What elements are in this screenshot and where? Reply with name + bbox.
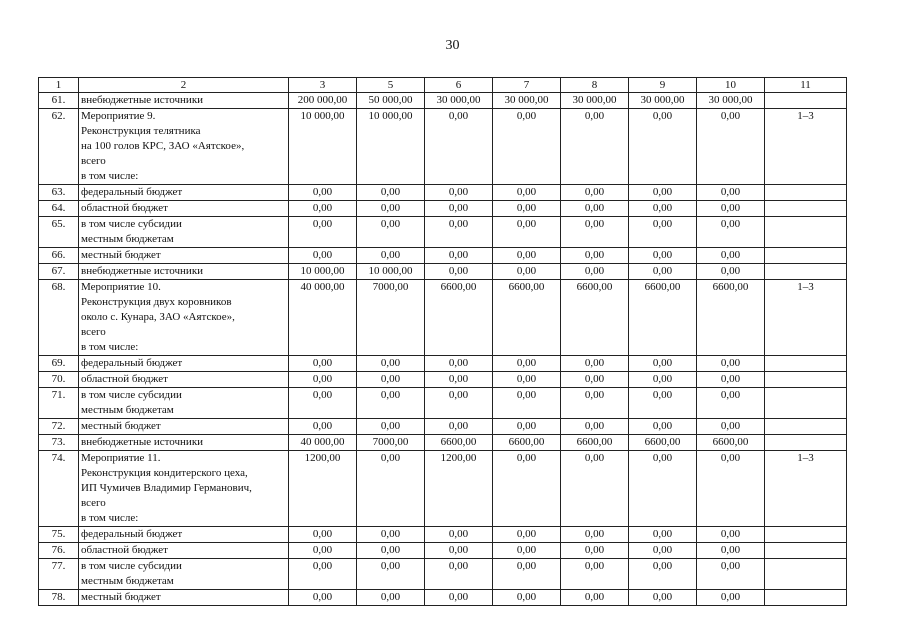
table-row bbox=[39, 372, 847, 388]
amount-cell: 0,00 bbox=[425, 264, 493, 280]
row-number: 68. bbox=[39, 280, 79, 356]
table-row bbox=[39, 93, 847, 109]
amount-cell: 0,00 bbox=[289, 201, 357, 217]
amount-cell: 10 000,00 bbox=[357, 264, 425, 280]
description-line: в том числе субсидии bbox=[81, 218, 182, 230]
amount-cell: 0,00 bbox=[425, 356, 493, 372]
description-line: местным бюджетам bbox=[81, 404, 174, 416]
page-number: 30 bbox=[445, 38, 460, 53]
target-indicator-cell bbox=[765, 248, 847, 264]
amount-cell: 0,00 bbox=[357, 248, 425, 264]
amount-cell: 0,00 bbox=[493, 201, 561, 217]
row-number: 61. bbox=[39, 93, 79, 109]
amount-cell: 6600,00 bbox=[697, 280, 765, 356]
description-line: всего bbox=[81, 326, 106, 338]
row-number: 67. bbox=[39, 264, 79, 280]
amount-cell: 0,00 bbox=[289, 217, 357, 248]
amount-cell: 0,00 bbox=[357, 590, 425, 606]
description-line: местный бюджет bbox=[81, 420, 161, 432]
table-row bbox=[39, 217, 847, 248]
description-line: местным бюджетам bbox=[81, 233, 174, 245]
row-number: 72. bbox=[39, 419, 79, 435]
description-line: в том числе субсидии bbox=[81, 560, 182, 572]
amount-cell: 7000,00 bbox=[357, 435, 425, 451]
amount-cell: 0,00 bbox=[561, 185, 629, 201]
amount-cell: 7000,00 bbox=[357, 280, 425, 356]
amount-cell: 0,00 bbox=[697, 527, 765, 543]
amount-cell: 0,00 bbox=[357, 372, 425, 388]
amount-cell: 0,00 bbox=[561, 264, 629, 280]
row-description bbox=[79, 543, 289, 559]
amount-cell: 0,00 bbox=[493, 419, 561, 435]
amount-cell: 0,00 bbox=[493, 451, 561, 527]
row-description bbox=[79, 356, 289, 372]
row-description bbox=[79, 559, 289, 590]
row-description bbox=[79, 264, 289, 280]
column-header: 9 bbox=[629, 78, 697, 93]
description-line: местный бюджет bbox=[81, 591, 161, 603]
amount-cell: 0,00 bbox=[561, 543, 629, 559]
amount-cell: 1200,00 bbox=[289, 451, 357, 527]
table-row bbox=[39, 559, 847, 590]
amount-cell: 0,00 bbox=[629, 372, 697, 388]
amount-cell: 0,00 bbox=[357, 356, 425, 372]
description-line: ИП Чумичев Владимир Германович, bbox=[81, 482, 252, 494]
amount-cell: 0,00 bbox=[697, 264, 765, 280]
budget-table bbox=[38, 77, 847, 606]
target-indicator-cell bbox=[765, 201, 847, 217]
row-number: 62. bbox=[39, 109, 79, 185]
table-header-row bbox=[39, 78, 847, 93]
amount-cell: 0,00 bbox=[493, 372, 561, 388]
row-description bbox=[79, 280, 289, 356]
description-line: федеральный бюджет bbox=[81, 186, 183, 198]
row-description bbox=[79, 93, 289, 109]
amount-cell: 0,00 bbox=[425, 590, 493, 606]
amount-cell: 0,00 bbox=[697, 419, 765, 435]
table-row bbox=[39, 435, 847, 451]
description-line: областной бюджет bbox=[81, 202, 168, 214]
target-indicator-cell bbox=[765, 217, 847, 248]
amount-cell: 30 000,00 bbox=[561, 93, 629, 109]
target-indicator-cell bbox=[765, 372, 847, 388]
description-line: в том числе: bbox=[81, 341, 139, 353]
target-indicator-cell bbox=[765, 590, 847, 606]
row-description bbox=[79, 201, 289, 217]
amount-cell: 0,00 bbox=[561, 451, 629, 527]
description-line: на 100 голов КРС, ЗАО «Аятское», bbox=[81, 140, 245, 152]
description-line: внебюджетные источники bbox=[81, 436, 204, 448]
amount-cell: 40 000,00 bbox=[289, 435, 357, 451]
amount-cell: 0,00 bbox=[425, 201, 493, 217]
row-description bbox=[79, 419, 289, 435]
amount-cell: 6600,00 bbox=[561, 280, 629, 356]
amount-cell: 0,00 bbox=[697, 217, 765, 248]
amount-cell: 0,00 bbox=[697, 248, 765, 264]
budget-table-body bbox=[39, 78, 847, 606]
amount-cell: 0,00 bbox=[561, 388, 629, 419]
row-number: 64. bbox=[39, 201, 79, 217]
amount-cell: 6600,00 bbox=[561, 435, 629, 451]
row-number: 77. bbox=[39, 559, 79, 590]
table-row bbox=[39, 388, 847, 419]
column-header: 1 bbox=[39, 78, 79, 93]
amount-cell: 0,00 bbox=[357, 451, 425, 527]
amount-cell: 0,00 bbox=[425, 559, 493, 590]
row-description bbox=[79, 109, 289, 185]
description-line: в том числе субсидии bbox=[81, 389, 182, 401]
amount-cell: 0,00 bbox=[493, 264, 561, 280]
table-row bbox=[39, 264, 847, 280]
amount-cell: 0,00 bbox=[629, 185, 697, 201]
amount-cell: 0,00 bbox=[425, 109, 493, 185]
description-line: всего bbox=[81, 155, 106, 167]
description-line: Мероприятие 9. bbox=[81, 110, 156, 122]
amount-cell: 30 000,00 bbox=[425, 93, 493, 109]
amount-cell: 1200,00 bbox=[425, 451, 493, 527]
column-header: 7 bbox=[493, 78, 561, 93]
row-description bbox=[79, 217, 289, 248]
amount-cell: 0,00 bbox=[697, 356, 765, 372]
description-line: в том числе: bbox=[81, 512, 139, 524]
amount-cell: 0,00 bbox=[629, 590, 697, 606]
amount-cell: 0,00 bbox=[493, 559, 561, 590]
amount-cell: 0,00 bbox=[561, 372, 629, 388]
amount-cell: 0,00 bbox=[629, 388, 697, 419]
amount-cell: 0,00 bbox=[561, 590, 629, 606]
amount-cell: 0,00 bbox=[493, 185, 561, 201]
row-number: 73. bbox=[39, 435, 79, 451]
description-line: Мероприятие 10. bbox=[81, 281, 161, 293]
amount-cell: 10 000,00 bbox=[289, 109, 357, 185]
table-row bbox=[39, 451, 847, 527]
amount-cell: 0,00 bbox=[561, 527, 629, 543]
amount-cell: 0,00 bbox=[289, 543, 357, 559]
target-indicator-cell: 1–3 bbox=[765, 451, 847, 527]
row-number: 66. bbox=[39, 248, 79, 264]
amount-cell: 0,00 bbox=[629, 356, 697, 372]
table-row bbox=[39, 185, 847, 201]
amount-cell: 0,00 bbox=[561, 248, 629, 264]
amount-cell: 0,00 bbox=[357, 559, 425, 590]
description-line: в том числе: bbox=[81, 170, 139, 182]
description-line: местным бюджетам bbox=[81, 575, 174, 587]
amount-cell: 0,00 bbox=[629, 451, 697, 527]
table-row bbox=[39, 280, 847, 356]
amount-cell: 30 000,00 bbox=[493, 93, 561, 109]
amount-cell: 6600,00 bbox=[697, 435, 765, 451]
amount-cell: 6600,00 bbox=[425, 435, 493, 451]
table-row bbox=[39, 248, 847, 264]
row-description bbox=[79, 388, 289, 419]
amount-cell: 0,00 bbox=[629, 543, 697, 559]
amount-cell: 0,00 bbox=[289, 590, 357, 606]
description-line: около с. Кунара, ЗАО «Аятское», bbox=[81, 311, 235, 323]
row-description bbox=[79, 435, 289, 451]
amount-cell: 0,00 bbox=[697, 451, 765, 527]
amount-cell: 0,00 bbox=[357, 185, 425, 201]
description-line: областной бюджет bbox=[81, 373, 168, 385]
table-row bbox=[39, 543, 847, 559]
amount-cell: 0,00 bbox=[697, 559, 765, 590]
amount-cell: 0,00 bbox=[493, 217, 561, 248]
table-row bbox=[39, 201, 847, 217]
row-number: 74. bbox=[39, 451, 79, 527]
amount-cell: 0,00 bbox=[425, 372, 493, 388]
target-indicator-cell bbox=[765, 388, 847, 419]
amount-cell: 0,00 bbox=[493, 248, 561, 264]
amount-cell: 0,00 bbox=[425, 543, 493, 559]
amount-cell: 0,00 bbox=[629, 217, 697, 248]
amount-cell: 0,00 bbox=[289, 248, 357, 264]
column-header: 8 bbox=[561, 78, 629, 93]
amount-cell: 0,00 bbox=[697, 388, 765, 419]
amount-cell: 40 000,00 bbox=[289, 280, 357, 356]
amount-cell: 0,00 bbox=[289, 356, 357, 372]
amount-cell: 0,00 bbox=[289, 559, 357, 590]
target-indicator-cell bbox=[765, 435, 847, 451]
row-number: 63. bbox=[39, 185, 79, 201]
amount-cell: 0,00 bbox=[561, 356, 629, 372]
amount-cell: 0,00 bbox=[493, 109, 561, 185]
amount-cell: 30 000,00 bbox=[629, 93, 697, 109]
description-line: Реконструкция кондитерского цеха, bbox=[81, 467, 248, 479]
amount-cell: 0,00 bbox=[697, 543, 765, 559]
amount-cell: 0,00 bbox=[561, 217, 629, 248]
amount-cell: 0,00 bbox=[289, 527, 357, 543]
row-number: 78. bbox=[39, 590, 79, 606]
amount-cell: 0,00 bbox=[425, 185, 493, 201]
amount-cell: 0,00 bbox=[697, 185, 765, 201]
amount-cell: 0,00 bbox=[425, 217, 493, 248]
table-row bbox=[39, 419, 847, 435]
amount-cell: 0,00 bbox=[289, 372, 357, 388]
column-header: 3 bbox=[289, 78, 357, 93]
target-indicator-cell bbox=[765, 185, 847, 201]
column-header: 11 bbox=[765, 78, 847, 93]
amount-cell: 0,00 bbox=[561, 559, 629, 590]
amount-cell: 0,00 bbox=[697, 372, 765, 388]
amount-cell: 10 000,00 bbox=[289, 264, 357, 280]
target-indicator-cell bbox=[765, 356, 847, 372]
description-line: федеральный бюджет bbox=[81, 528, 183, 540]
description-line: федеральный бюджет bbox=[81, 357, 183, 369]
amount-cell: 0,00 bbox=[357, 543, 425, 559]
row-number: 70. bbox=[39, 372, 79, 388]
amount-cell: 0,00 bbox=[493, 590, 561, 606]
row-description bbox=[79, 185, 289, 201]
amount-cell: 0,00 bbox=[357, 201, 425, 217]
amount-cell: 0,00 bbox=[289, 419, 357, 435]
target-indicator-cell bbox=[765, 543, 847, 559]
amount-cell: 6600,00 bbox=[629, 435, 697, 451]
amount-cell: 0,00 bbox=[289, 388, 357, 419]
amount-cell: 0,00 bbox=[425, 527, 493, 543]
amount-cell: 0,00 bbox=[629, 559, 697, 590]
row-number: 69. bbox=[39, 356, 79, 372]
amount-cell: 0,00 bbox=[493, 388, 561, 419]
description-line: Реконструкция телятника bbox=[81, 125, 201, 137]
column-header: 2 bbox=[79, 78, 289, 93]
amount-cell: 0,00 bbox=[697, 590, 765, 606]
amount-cell: 0,00 bbox=[357, 217, 425, 248]
amount-cell: 0,00 bbox=[289, 185, 357, 201]
table-row bbox=[39, 356, 847, 372]
amount-cell: 6600,00 bbox=[493, 280, 561, 356]
amount-cell: 0,00 bbox=[697, 201, 765, 217]
row-description bbox=[79, 372, 289, 388]
amount-cell: 0,00 bbox=[697, 109, 765, 185]
amount-cell: 0,00 bbox=[493, 356, 561, 372]
target-indicator-cell: 1–3 bbox=[765, 280, 847, 356]
amount-cell: 0,00 bbox=[493, 543, 561, 559]
target-indicator-cell: 1–3 bbox=[765, 109, 847, 185]
table-row bbox=[39, 109, 847, 185]
amount-cell: 0,00 bbox=[629, 109, 697, 185]
description-line: областной бюджет bbox=[81, 544, 168, 556]
description-line: Мероприятие 11. bbox=[81, 452, 161, 464]
amount-cell: 0,00 bbox=[629, 248, 697, 264]
amount-cell: 0,00 bbox=[357, 388, 425, 419]
amount-cell: 0,00 bbox=[493, 527, 561, 543]
amount-cell: 0,00 bbox=[629, 527, 697, 543]
amount-cell: 50 000,00 bbox=[357, 93, 425, 109]
description-line: всего bbox=[81, 497, 106, 509]
amount-cell: 6600,00 bbox=[629, 280, 697, 356]
row-description bbox=[79, 527, 289, 543]
amount-cell: 0,00 bbox=[629, 419, 697, 435]
row-number: 76. bbox=[39, 543, 79, 559]
amount-cell: 0,00 bbox=[425, 248, 493, 264]
target-indicator-cell bbox=[765, 419, 847, 435]
amount-cell: 0,00 bbox=[357, 419, 425, 435]
table-row bbox=[39, 590, 847, 606]
amount-cell: 0,00 bbox=[561, 419, 629, 435]
description-line: Реконструкция двух коровников bbox=[81, 296, 232, 308]
target-indicator-cell bbox=[765, 559, 847, 590]
amount-cell: 6600,00 bbox=[493, 435, 561, 451]
row-number: 71. bbox=[39, 388, 79, 419]
row-description bbox=[79, 248, 289, 264]
column-header: 6 bbox=[425, 78, 493, 93]
row-description bbox=[79, 451, 289, 527]
target-indicator-cell bbox=[765, 93, 847, 109]
amount-cell: 0,00 bbox=[425, 388, 493, 419]
amount-cell: 200 000,00 bbox=[289, 93, 357, 109]
row-number: 75. bbox=[39, 527, 79, 543]
amount-cell: 0,00 bbox=[357, 527, 425, 543]
amount-cell: 6600,00 bbox=[425, 280, 493, 356]
amount-cell: 0,00 bbox=[629, 201, 697, 217]
table-row bbox=[39, 527, 847, 543]
amount-cell: 0,00 bbox=[425, 419, 493, 435]
amount-cell: 30 000,00 bbox=[697, 93, 765, 109]
column-header: 5 bbox=[357, 78, 425, 93]
row-description bbox=[79, 590, 289, 606]
column-header: 10 bbox=[697, 78, 765, 93]
target-indicator-cell bbox=[765, 527, 847, 543]
description-line: внебюджетные источники bbox=[81, 265, 204, 277]
amount-cell: 10 000,00 bbox=[357, 109, 425, 185]
amount-cell: 0,00 bbox=[561, 109, 629, 185]
amount-cell: 0,00 bbox=[629, 264, 697, 280]
description-line: местный бюджет bbox=[81, 249, 161, 261]
amount-cell: 0,00 bbox=[561, 201, 629, 217]
row-number: 65. bbox=[39, 217, 79, 248]
description-line: внебюджетные источники bbox=[81, 94, 204, 106]
target-indicator-cell bbox=[765, 264, 847, 280]
